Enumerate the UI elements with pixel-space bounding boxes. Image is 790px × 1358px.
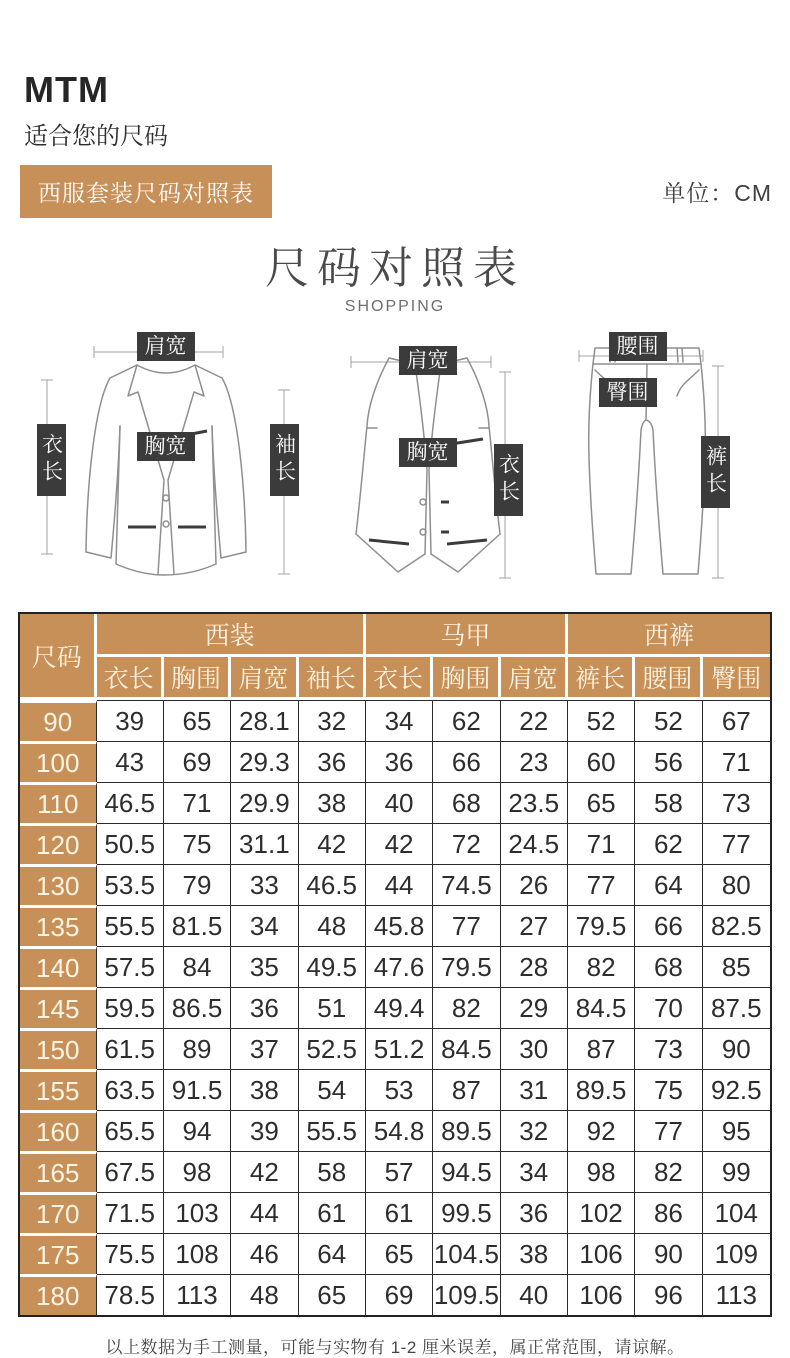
size-cell: 145 (20, 987, 97, 1028)
value-cell: 62 (433, 700, 500, 741)
value-cell: 45.8 (366, 905, 433, 946)
value-cell: 46.5 (97, 782, 164, 823)
value-cell: 26 (501, 864, 568, 905)
value-cell: 68 (635, 946, 702, 987)
vest-diagram (313, 332, 543, 592)
size-cell: 180 (20, 1274, 97, 1315)
table-row (20, 1110, 770, 1151)
value-cell: 94 (164, 1110, 231, 1151)
value-cell: 44 (231, 1192, 298, 1233)
value-cell: 65 (164, 700, 231, 741)
col-header-suit-sleeve: 袖长 (299, 657, 366, 700)
value-cell: 65.5 (97, 1110, 164, 1151)
size-cell: 100 (20, 741, 97, 782)
value-cell: 79 (164, 864, 231, 905)
table-row (20, 987, 770, 1028)
value-cell: 86 (635, 1192, 702, 1233)
size-cell: 120 (20, 823, 97, 864)
group-header-pants: 西裤 (568, 614, 770, 657)
value-cell: 40 (366, 782, 433, 823)
col-header-vest-chest: 胸围 (433, 657, 500, 700)
value-cell: 40 (501, 1274, 568, 1315)
col-header-pants-hip: 臀围 (703, 657, 770, 700)
value-cell: 108 (164, 1233, 231, 1274)
value-cell: 66 (433, 741, 500, 782)
value-cell: 36 (501, 1192, 568, 1233)
jacket-shoulder-width-label: 肩宽 (137, 332, 195, 361)
value-cell: 74.5 (433, 864, 500, 905)
table-row (20, 782, 770, 823)
value-cell: 42 (231, 1151, 298, 1192)
value-cell: 42 (366, 823, 433, 864)
value-cell: 70 (635, 987, 702, 1028)
value-cell: 37 (231, 1028, 298, 1069)
value-cell: 69 (164, 741, 231, 782)
value-cell: 82 (433, 987, 500, 1028)
value-cell: 113 (703, 1274, 770, 1315)
col-header-vest-shoulder: 肩宽 (501, 657, 568, 700)
value-cell: 33 (231, 864, 298, 905)
value-cell: 27 (501, 905, 568, 946)
value-cell: 72 (433, 823, 500, 864)
value-cell: 104 (703, 1192, 770, 1233)
group-header-suit: 西装 (97, 614, 366, 657)
value-cell: 82 (568, 946, 635, 987)
value-cell: 36 (366, 741, 433, 782)
value-cell: 61 (299, 1192, 366, 1233)
size-cell: 90 (20, 700, 97, 741)
value-cell: 75 (164, 823, 231, 864)
value-cell: 53 (366, 1069, 433, 1110)
size-column-header: 尺码 (20, 614, 97, 700)
value-cell: 49.5 (299, 946, 366, 987)
value-cell: 106 (568, 1274, 635, 1315)
value-cell: 92 (568, 1110, 635, 1151)
table-row (20, 1274, 770, 1315)
value-cell: 57.5 (97, 946, 164, 987)
section-badge: 西服套装尺码对照表 (20, 165, 272, 218)
value-cell: 44 (366, 864, 433, 905)
title-block (0, 244, 790, 317)
value-cell: 34 (501, 1151, 568, 1192)
table-row (20, 1028, 770, 1069)
value-cell: 77 (568, 864, 635, 905)
value-cell: 52.5 (299, 1028, 366, 1069)
col-header-vest-length: 衣长 (366, 657, 433, 700)
value-cell: 58 (299, 1151, 366, 1192)
value-cell: 77 (433, 905, 500, 946)
value-cell: 54.8 (366, 1110, 433, 1151)
size-table-body (20, 700, 770, 1315)
value-cell: 98 (164, 1151, 231, 1192)
value-cell: 71 (703, 741, 770, 782)
value-cell: 30 (501, 1028, 568, 1069)
size-table (18, 612, 772, 1317)
size-cell: 135 (20, 905, 97, 946)
measurement-disclaimer: 以上数据为手工测量，可能与实物有 1-2 厘米误差，属正常范围，请谅解。 (105, 1338, 685, 1358)
value-cell: 66 (635, 905, 702, 946)
vest-chest-width-label: 胸宽 (399, 438, 457, 467)
value-cell: 62 (635, 823, 702, 864)
value-cell: 28 (501, 946, 568, 987)
value-cell: 49.4 (366, 987, 433, 1028)
value-cell: 55.5 (299, 1110, 366, 1151)
value-cell: 54 (299, 1069, 366, 1110)
value-cell: 113 (164, 1274, 231, 1315)
size-cell: 150 (20, 1028, 97, 1069)
value-cell: 47.6 (366, 946, 433, 987)
value-cell: 28.1 (231, 700, 298, 741)
value-cell: 31 (501, 1069, 568, 1110)
value-cell: 39 (231, 1110, 298, 1151)
value-cell: 89.5 (568, 1069, 635, 1110)
value-cell: 89.5 (433, 1110, 500, 1151)
value-cell: 51 (299, 987, 366, 1028)
group-header-vest: 马甲 (366, 614, 568, 657)
pants-length-label: 裤长 (701, 436, 730, 508)
col-header-suit-shoulder: 肩宽 (231, 657, 298, 700)
value-cell: 87 (433, 1069, 500, 1110)
col-header-suit-chest: 胸围 (164, 657, 231, 700)
value-cell: 77 (703, 823, 770, 864)
vest-length-label: 衣长 (494, 444, 523, 516)
value-cell: 68 (433, 782, 500, 823)
jacket-chest-width-label: 胸宽 (137, 432, 195, 461)
jacket-diagram (31, 332, 301, 592)
badge-row (20, 165, 772, 218)
brand-title: MTM (24, 69, 109, 110)
value-cell: 82.5 (703, 905, 770, 946)
value-cell: 29 (501, 987, 568, 1028)
value-cell: 92.5 (703, 1069, 770, 1110)
page-subtitle: SHOPPING (344, 298, 446, 316)
size-cell: 175 (20, 1233, 97, 1274)
value-cell: 38 (231, 1069, 298, 1110)
value-cell: 53.5 (97, 864, 164, 905)
value-cell: 32 (299, 700, 366, 741)
value-cell: 36 (231, 987, 298, 1028)
measurement-diagrams (0, 332, 790, 598)
value-cell: 57 (366, 1151, 433, 1192)
value-cell: 67 (703, 700, 770, 741)
value-cell: 22 (501, 700, 568, 741)
value-cell: 84.5 (568, 987, 635, 1028)
value-cell: 71 (164, 782, 231, 823)
value-cell: 71.5 (97, 1192, 164, 1233)
value-cell: 42 (299, 823, 366, 864)
value-cell: 104.5 (433, 1233, 500, 1274)
unit-label: 单位：CM (662, 179, 772, 206)
value-cell: 67.5 (97, 1151, 164, 1192)
value-cell: 103 (164, 1192, 231, 1233)
value-cell: 99.5 (433, 1192, 500, 1233)
table-row (20, 1192, 770, 1233)
value-cell: 96 (635, 1274, 702, 1315)
value-cell: 95 (703, 1110, 770, 1151)
value-cell: 78.5 (97, 1274, 164, 1315)
jacket-length-label: 衣长 (37, 424, 66, 496)
pants-diagram (555, 332, 760, 592)
value-cell: 39 (97, 700, 164, 741)
value-cell: 86.5 (164, 987, 231, 1028)
value-cell: 81.5 (164, 905, 231, 946)
value-cell: 38 (501, 1233, 568, 1274)
jacket-sleeve-length-label: 袖长 (270, 424, 299, 496)
size-table-header (20, 614, 770, 700)
value-cell: 84 (164, 946, 231, 987)
value-cell: 46 (231, 1233, 298, 1274)
value-cell: 79.5 (568, 905, 635, 946)
value-cell: 64 (299, 1233, 366, 1274)
value-cell: 64 (635, 864, 702, 905)
value-cell: 65 (568, 782, 635, 823)
size-cell: 110 (20, 782, 97, 823)
value-cell: 75 (635, 1069, 702, 1110)
size-cell: 140 (20, 946, 97, 987)
table-row (20, 741, 770, 782)
value-cell: 34 (366, 700, 433, 741)
size-cell: 155 (20, 1069, 97, 1110)
value-cell: 90 (703, 1028, 770, 1069)
value-cell: 36 (299, 741, 366, 782)
value-cell: 29.3 (231, 741, 298, 782)
value-cell: 29.9 (231, 782, 298, 823)
table-row (20, 700, 770, 741)
value-cell: 94.5 (433, 1151, 500, 1192)
value-cell: 77 (635, 1110, 702, 1151)
value-cell: 63.5 (97, 1069, 164, 1110)
value-cell: 43 (97, 741, 164, 782)
table-row (20, 905, 770, 946)
value-cell: 38 (299, 782, 366, 823)
jacket-outline-icon (31, 332, 301, 592)
value-cell: 65 (299, 1274, 366, 1315)
value-cell: 35 (231, 946, 298, 987)
brand-tagline: 适合您的尺码 (24, 122, 168, 150)
value-cell: 50.5 (97, 823, 164, 864)
col-header-pants-waist: 腰围 (635, 657, 702, 700)
table-row (20, 1233, 770, 1274)
col-header-pants-length: 裤长 (568, 657, 635, 700)
table-row (20, 1151, 770, 1192)
size-cell: 165 (20, 1151, 97, 1192)
value-cell: 60 (568, 741, 635, 782)
value-cell: 90 (635, 1233, 702, 1274)
value-cell: 99 (703, 1151, 770, 1192)
value-cell: 69 (366, 1274, 433, 1315)
table-row (20, 823, 770, 864)
value-cell: 109 (703, 1233, 770, 1274)
value-cell: 59.5 (97, 987, 164, 1028)
value-cell: 87 (568, 1028, 635, 1069)
value-cell: 31.1 (231, 823, 298, 864)
value-cell: 89 (164, 1028, 231, 1069)
table-row (20, 864, 770, 905)
value-cell: 75.5 (97, 1233, 164, 1274)
value-cell: 79.5 (433, 946, 500, 987)
value-cell: 51.2 (366, 1028, 433, 1069)
value-cell: 73 (635, 1028, 702, 1069)
value-cell: 61 (366, 1192, 433, 1233)
value-cell: 52 (568, 700, 635, 741)
value-cell: 56 (635, 741, 702, 782)
value-cell: 85 (703, 946, 770, 987)
value-cell: 24.5 (501, 823, 568, 864)
col-header-suit-length: 衣长 (97, 657, 164, 700)
value-cell: 61.5 (97, 1028, 164, 1069)
size-cell: 130 (20, 864, 97, 905)
value-cell: 52 (635, 700, 702, 741)
table-row (20, 1069, 770, 1110)
value-cell: 55.5 (97, 905, 164, 946)
value-cell: 91.5 (164, 1069, 231, 1110)
value-cell: 48 (299, 905, 366, 946)
value-cell: 106 (568, 1233, 635, 1274)
value-cell: 73 (703, 782, 770, 823)
table-row (20, 946, 770, 987)
page-title: 尺码对照表 (265, 243, 525, 293)
value-cell: 65 (366, 1233, 433, 1274)
pants-hip-label: 臀围 (599, 378, 657, 407)
size-cell: 170 (20, 1192, 97, 1233)
size-cell: 160 (20, 1110, 97, 1151)
value-cell: 102 (568, 1192, 635, 1233)
value-cell: 32 (501, 1110, 568, 1151)
value-cell: 84.5 (433, 1028, 500, 1069)
value-cell: 82 (635, 1151, 702, 1192)
value-cell: 23 (501, 741, 568, 782)
value-cell: 48 (231, 1274, 298, 1315)
value-cell: 80 (703, 864, 770, 905)
pants-waist-label: 腰围 (609, 332, 667, 361)
value-cell: 98 (568, 1151, 635, 1192)
vest-shoulder-width-label: 肩宽 (399, 346, 457, 375)
value-cell: 58 (635, 782, 702, 823)
value-cell: 23.5 (501, 782, 568, 823)
value-cell: 87.5 (703, 987, 770, 1028)
value-cell: 71 (568, 823, 635, 864)
value-cell: 109.5 (433, 1274, 500, 1315)
value-cell: 46.5 (299, 864, 366, 905)
value-cell: 34 (231, 905, 298, 946)
